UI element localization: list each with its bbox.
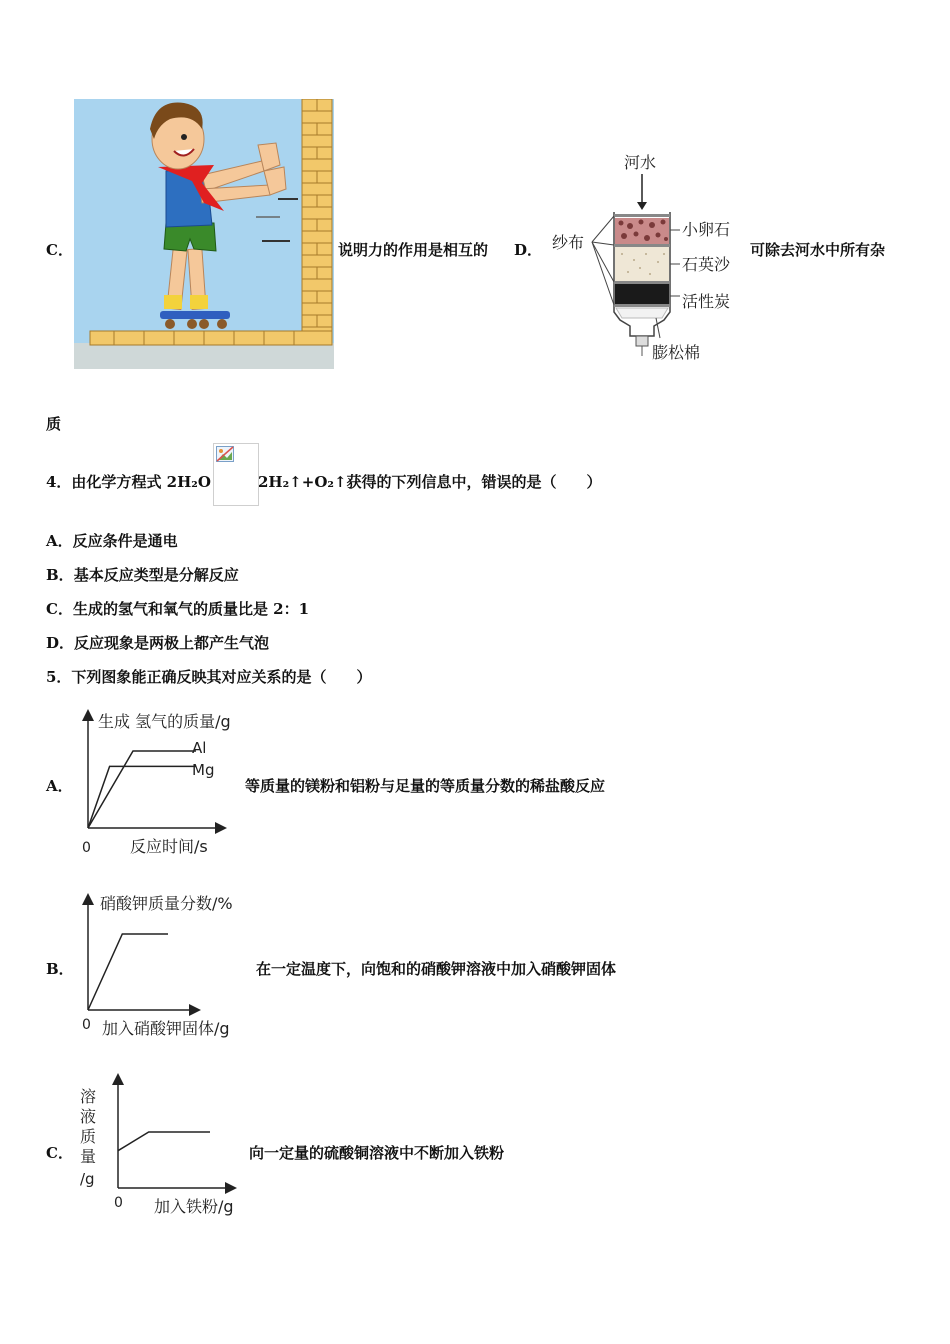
q4-option-d <box>46 633 269 653</box>
cotton-pointer <box>656 318 660 338</box>
q5-option-c-label: C． <box>46 1144 73 1162</box>
cotton-label: 膨松棉 <box>652 343 701 362</box>
chart-a-series-mg <box>88 766 196 828</box>
chart-c-y-label-3: 质 <box>80 1127 97 1146</box>
chart-c-y-label-4: 量 <box>80 1147 97 1166</box>
q4-option-c-label: C． <box>46 600 73 618</box>
q4-stem-prefix: 4．由化学方程式 2H₂O <box>46 473 211 491</box>
chart-b-series-line <box>88 934 168 1010</box>
chart-a-series-al <box>88 751 196 828</box>
carbon-label: 活性炭 <box>682 292 731 311</box>
chart-c-y-label-2: 液 <box>80 1107 97 1126</box>
chart-b <box>78 890 258 1042</box>
gauze-layer-mid1 <box>614 244 670 247</box>
chart-c <box>76 1070 256 1222</box>
q4-option-b <box>46 565 239 585</box>
flow-arrow-head <box>637 202 647 210</box>
gauze-layer-top <box>614 214 670 217</box>
q4-option-a-label: A． <box>46 532 73 550</box>
pebble-label: 小卵石 <box>682 220 731 239</box>
gauze-layer-bottom <box>614 304 670 307</box>
activated-carbon-layer <box>615 284 669 304</box>
q5-option-a-text: 等质量的镁粉和铝粉与足量的等质量分数的稀盐酸反应 <box>245 777 606 795</box>
gauze-pointer-4 <box>592 242 614 305</box>
water-filter-diagram <box>548 150 748 370</box>
q4-option-c <box>46 599 309 619</box>
chart-b-y-label: 硝酸钾质量分数/% <box>100 894 233 913</box>
boy-pushing-wall-illustration <box>74 99 334 369</box>
q3-option-c-text: 说明力的作用是相互的 <box>338 241 489 259</box>
q5-option-a-label: A． <box>46 777 73 795</box>
q3-option-d-text: 可除去河水中所有杂 <box>750 241 886 259</box>
q4-option-b-text: 基本反应类型是分解反应 <box>73 566 239 584</box>
chart-c-y-label-5: /g <box>80 1170 95 1188</box>
chart-c-x-label: 加入铁粉/g <box>154 1197 234 1216</box>
q5-stem: 5．下列图象能正确反映其对应关系的是（ ） <box>46 668 372 686</box>
q4-option-c-text: 生成的氢气和氧气的质量比是 2：1 <box>72 600 310 618</box>
river-water-label: 河水 <box>624 153 657 172</box>
q3-option-c-label: C． <box>46 241 73 259</box>
gauze-pointer-3 <box>592 242 614 282</box>
q4-option-b-label: B． <box>46 566 74 584</box>
q4-option-d-text: 反应现象是两极上都产生气泡 <box>74 634 270 652</box>
q5-option-c-text: 向一定量的硫酸铜溶液中不断加入铁粉 <box>249 1144 505 1162</box>
gauze-layer-mid2 <box>614 281 670 284</box>
chart-a-origin: 0 <box>82 840 91 856</box>
gauze-label: 纱布 <box>552 233 585 252</box>
q3-option-d-label: D． <box>514 241 543 259</box>
gauze-pointer-2 <box>592 242 614 245</box>
chart-c-series-line <box>118 1132 210 1151</box>
electrolysis-condition-image <box>213 443 259 506</box>
q5-option-b-label: B． <box>46 960 74 978</box>
quartz-sand-layer <box>615 247 669 281</box>
broken-image-icon <box>216 446 234 462</box>
outlet-nozzle <box>636 336 648 346</box>
chart-b-x-label: 加入硝酸钾固体/g <box>102 1019 230 1038</box>
chart-a-x-label: 反应时间/s <box>130 837 208 856</box>
q4-stem-suffix: 2H₂↑+O₂↑获得的下列信息中，错误的是（ ） <box>258 473 602 491</box>
gauze-pointer-1 <box>592 216 614 242</box>
chart-a-legend-al: Al <box>192 739 207 757</box>
q4-option-a <box>46 531 178 551</box>
sand-label: 石英沙 <box>682 255 731 274</box>
cotton-layer <box>616 308 668 318</box>
chart-c-y-label-1: 溶 <box>80 1087 97 1106</box>
q3-option-d-text-cont: 质 <box>46 415 62 433</box>
q5-option-b-text: 在一定温度下，向饱和的硝酸钾溶液中加入硝酸钾固体 <box>256 960 617 978</box>
q4-option-d-label: D． <box>46 634 75 652</box>
chart-a-y-label: 生成 氢气的质量/g <box>98 712 231 731</box>
chart-a <box>76 706 246 862</box>
chart-a-legend-mg: Mg <box>192 761 215 779</box>
q4-option-a-text: 反应条件是通电 <box>72 532 178 550</box>
chart-c-origin: 0 <box>114 1195 123 1211</box>
chart-b-origin: 0 <box>82 1017 91 1033</box>
